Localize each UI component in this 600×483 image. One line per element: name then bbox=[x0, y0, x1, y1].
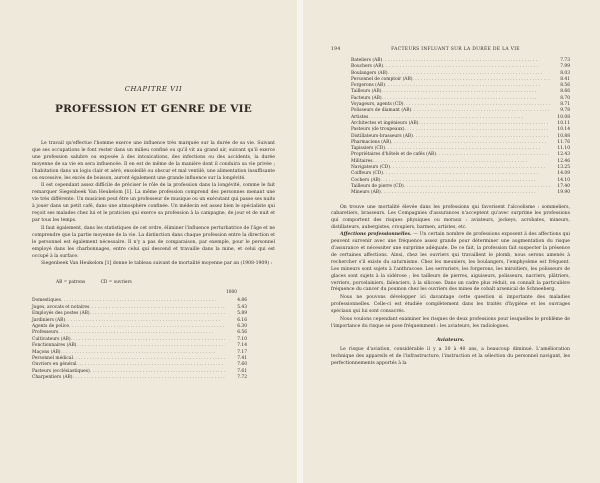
row-value: 7.41 bbox=[237, 355, 247, 361]
section-text: — Un certain nombre de professions exposent à des affections qui peuvent survenir avec une fréquence assez grande pour déterminer une augmentation du risque d'assurance et nécessiter une surprime adéquate. De ce fait, la profession fait suspecter la présence de certaines affections. Ainsi, chez les ouvriers qui travaillent le plomb, nous serons amenés à rechercher s'il existe du saturnisme. Chez les meuniers, les boulangers, l'emphysème est fréquent. Les mineurs sont sujets à l'anthracose. Les serruriers, les forgerons, les miroitiers, les polisseurs de glaces sont sujets à la sidérose ; les tailleurs de pierres, aiguiseurs, polisseurs, nacriers, plâtriers, verriers, porcelainiers, faïenciers, à la silicose. Dans un cadre plus réduit, on connaît la particulière fréquence du cancer du poumon chez les ouvriers des mines de cobalt arsenical de Schneeberg. bbox=[331, 232, 570, 293]
row-label: Ouvriers en général bbox=[32, 362, 77, 368]
row-label: Artistes bbox=[351, 114, 369, 120]
row-label: Tailleurs de pierre (CD) bbox=[351, 183, 404, 189]
row-label: Polisseurs de diamant (AB) bbox=[351, 108, 412, 114]
dot-leader bbox=[72, 375, 225, 381]
row-value: 7.10 bbox=[237, 336, 247, 342]
paragraph: Le risque d'aviation, considérable il y a 30 à 40 ans, a beaucoup diminué. L'amélioration technique des appareils et de l'infrastructure, l'instruction et la sélection du personnel navigant, les perfectionnements apportés à la bbox=[331, 346, 570, 366]
right-page bbox=[303, 0, 600, 483]
row-value: 8.56 bbox=[560, 83, 570, 89]
row-value: 12.46 bbox=[557, 158, 570, 164]
row-value: 7.14 bbox=[237, 343, 247, 349]
row-label: Forgerons (AB) bbox=[351, 83, 385, 89]
row-label: Fonctionnaires (AB) bbox=[32, 343, 77, 349]
row-label: Propriétaires d'hôtels et de cafés (AB) bbox=[351, 152, 436, 158]
paragraph: Siegenbeek Van Heukelom [1] donne le tableau suivant de mortalité moyenne par an (1908-1909) : bbox=[41, 261, 273, 267]
row-label: Facteurs (AB) bbox=[351, 95, 382, 101]
row-label: Tailleurs (AB) bbox=[351, 89, 382, 95]
page-number: 194 bbox=[331, 47, 341, 52]
row-label: Agents de police bbox=[32, 323, 69, 329]
row-value: 17.40 bbox=[557, 183, 570, 189]
row-value: 11.10 bbox=[557, 146, 570, 152]
subsection-heading: Aviateurs. bbox=[436, 336, 465, 343]
row-label: Juges, avocats et notaires bbox=[32, 304, 90, 310]
row-label: Personnel de comptoir (AB) bbox=[351, 76, 413, 82]
paragraph: Il est cependant assez difficile de préciser le rôle de la profession dans la longévité, comme le fait remarquer Siegenbeek Van Heukelom [1]. La même profession comprend des personnes menant une vie très différente. Un musicien peut être un professeur de musique ou un exécutant qui passe ses nuits à jouer dans un petit café, dans une atmosphère confinée. Un médecin est assez bien le spécialiste qui reçoit ses malades chez lui et le praticien qui exerce sa profession à la campagne, de jour et de nuit et par tous les temps. bbox=[32, 183, 275, 223]
legend-cd: CD = ouvriers bbox=[100, 280, 132, 286]
affections-section bbox=[331, 232, 570, 294]
row-label: Employés des postes (AB) bbox=[32, 311, 90, 317]
row-value: 11.76 bbox=[557, 139, 570, 145]
row-label: Charpentiers (AB) bbox=[32, 375, 73, 381]
paragraph: Nous voulons cependant examiner les risques de deux professions pour lesquelles le problème de l'importance du risque se pose fréquemment : les aviateurs, les radiologues. bbox=[331, 317, 570, 329]
row-value: 7.72 bbox=[237, 375, 247, 381]
row-label: Militaires bbox=[351, 158, 373, 164]
paragraph: Le travail qu'effectue l'homme exerce une influence très marquée sur la durée de sa vie. Suivant que ses occupations le font rester dans un milieu confiné ou qu'il vit au grand air, suivant qu'il exerce une profession salubre ou exposée à des intoxications, des infections ou des accidents, la durée moyenne de sa vie en sera influencée. Il en est de même de la manière dont il conduira sa vie privée ; l'habitation dans un logis clair et aéré, ensoleillé ou obscur et mal ventilé, une alimentation insuffisante ou excessive, les excès de boisson, auront également une grande influence sur la longévité. bbox=[32, 141, 275, 181]
row-label: Architectes et ingénieurs (AB) bbox=[351, 120, 419, 126]
running-header bbox=[331, 47, 570, 52]
row-value: 5.89 bbox=[237, 311, 247, 317]
row-value: 6.56 bbox=[237, 330, 247, 336]
row-label: Jardiniers (AB) bbox=[32, 317, 66, 323]
row-value: 8.71 bbox=[560, 102, 570, 108]
row-value: 7.61 bbox=[237, 368, 247, 374]
row-label: Bouchers (AB) bbox=[351, 64, 384, 70]
running-title: FACTEURS INFLUANT SUR LA DURÉE DE LA VIE bbox=[391, 47, 520, 52]
row-value: 6.16 bbox=[237, 317, 247, 323]
chapter-title: PROFESSION ET GENRE DE VIE bbox=[55, 103, 252, 115]
table-column-header: 1000 bbox=[226, 290, 237, 296]
table-row bbox=[351, 190, 570, 196]
row-label: Voyageurs, agents (CD) bbox=[351, 102, 404, 108]
row-label: Cultivateurs (AB) bbox=[32, 336, 71, 342]
paragraph: On trouve une mortalité élevée dans les professions qui favorisent l'alcoolisme : sommeliers, cabaretiers, brasseurs. Les Compagnies d'assurances n'acceptent qu'avec surprime les professions qui comportent des risques physiques ou moraux : aviateurs, jockeys, acrobates, mineurs, distillateurs, aubergistes, croupiers, barmen, artistes, etc. bbox=[331, 204, 570, 231]
row-value: 6.30 bbox=[237, 323, 247, 329]
row-value: 8.70 bbox=[560, 95, 570, 101]
row-value: 8.66 bbox=[560, 89, 570, 95]
row-value: 14.09 bbox=[557, 171, 570, 177]
mortality-table-legend bbox=[56, 280, 275, 285]
row-value: 7.17 bbox=[237, 349, 247, 355]
row-value: 10.08 bbox=[557, 114, 570, 120]
row-label: Tapissiers (CD) bbox=[351, 146, 385, 152]
row-label: Cochers (AB) bbox=[351, 177, 381, 183]
paragraph: Il faut également, dans les statistiques de cet ordre, éliminer l'influence perturbatrice de l'âge et ne comprendre que la partie moyenne de la vie. La distinction dans chaque profession entre la direction et le personnel est également nécessaire. Il n'y a pas de comparaison, par exemple, pour le personnel employé dans les charbonnages, entre celui qui descend et travaille dans la mine, et celui qui est occupé à la surface. bbox=[32, 225, 275, 259]
row-label: Personnel médical bbox=[32, 355, 73, 361]
row-label: Pharmaciens (AB) bbox=[351, 139, 392, 145]
row-value: 10.88 bbox=[557, 133, 570, 139]
row-value: 12.43 bbox=[557, 152, 570, 158]
row-value: 5.43 bbox=[237, 304, 247, 310]
row-value: 9.78 bbox=[560, 108, 570, 114]
row-value: 7.60 bbox=[237, 362, 247, 368]
row-label: Boulangers (AB) bbox=[351, 70, 388, 76]
row-label: Bateliers (AB) bbox=[351, 58, 383, 63]
row-value: 8.03 bbox=[560, 70, 570, 76]
chapter-label: CHAPITRE VII bbox=[124, 85, 183, 93]
row-label: Pasteurs (de troupeaux) bbox=[351, 127, 405, 133]
row-value: 4.86 bbox=[237, 298, 247, 304]
paragraph: Nous ne pouvons développer ici davantage cette question si importante des maladies professionnelles. Celle-ci est étudiée complètement dans les traités d'hygiène et les ouvrages spéciaux qui lui sont consacrés. bbox=[331, 295, 570, 315]
row-label: Navigateurs (CD) bbox=[351, 165, 391, 171]
row-value: 7.73 bbox=[560, 58, 570, 63]
row-value: 8.41 bbox=[560, 76, 570, 82]
section-heading: Affections professionnelles. bbox=[340, 232, 412, 238]
row-label: Mineurs (AB) bbox=[351, 190, 381, 196]
mortality-table-right bbox=[351, 58, 570, 197]
row-label: Domestiques bbox=[32, 298, 61, 304]
row-value: 10.11 bbox=[557, 120, 570, 126]
row-label: Coiffeurs (CD) bbox=[351, 171, 384, 177]
row-label: Maçons (AB) bbox=[32, 349, 61, 355]
legend-ab: AB = patrons bbox=[56, 280, 86, 286]
row-value: 19.90 bbox=[557, 190, 570, 196]
row-value: 10.14 bbox=[557, 127, 570, 133]
row-label: Distillateurs-brasseurs (AB) bbox=[351, 133, 413, 139]
table-row bbox=[32, 375, 275, 381]
mortality-table-left bbox=[32, 298, 275, 381]
row-value: 13.25 bbox=[557, 165, 570, 171]
row-value: 7.99 bbox=[560, 64, 570, 70]
row-value: 14.10 bbox=[557, 177, 570, 183]
row-label: Professeurs bbox=[32, 330, 59, 336]
row-label: Pasteurs (ecclésiastiques) bbox=[32, 368, 90, 374]
dot-leader bbox=[381, 190, 550, 196]
left-page bbox=[0, 0, 297, 483]
